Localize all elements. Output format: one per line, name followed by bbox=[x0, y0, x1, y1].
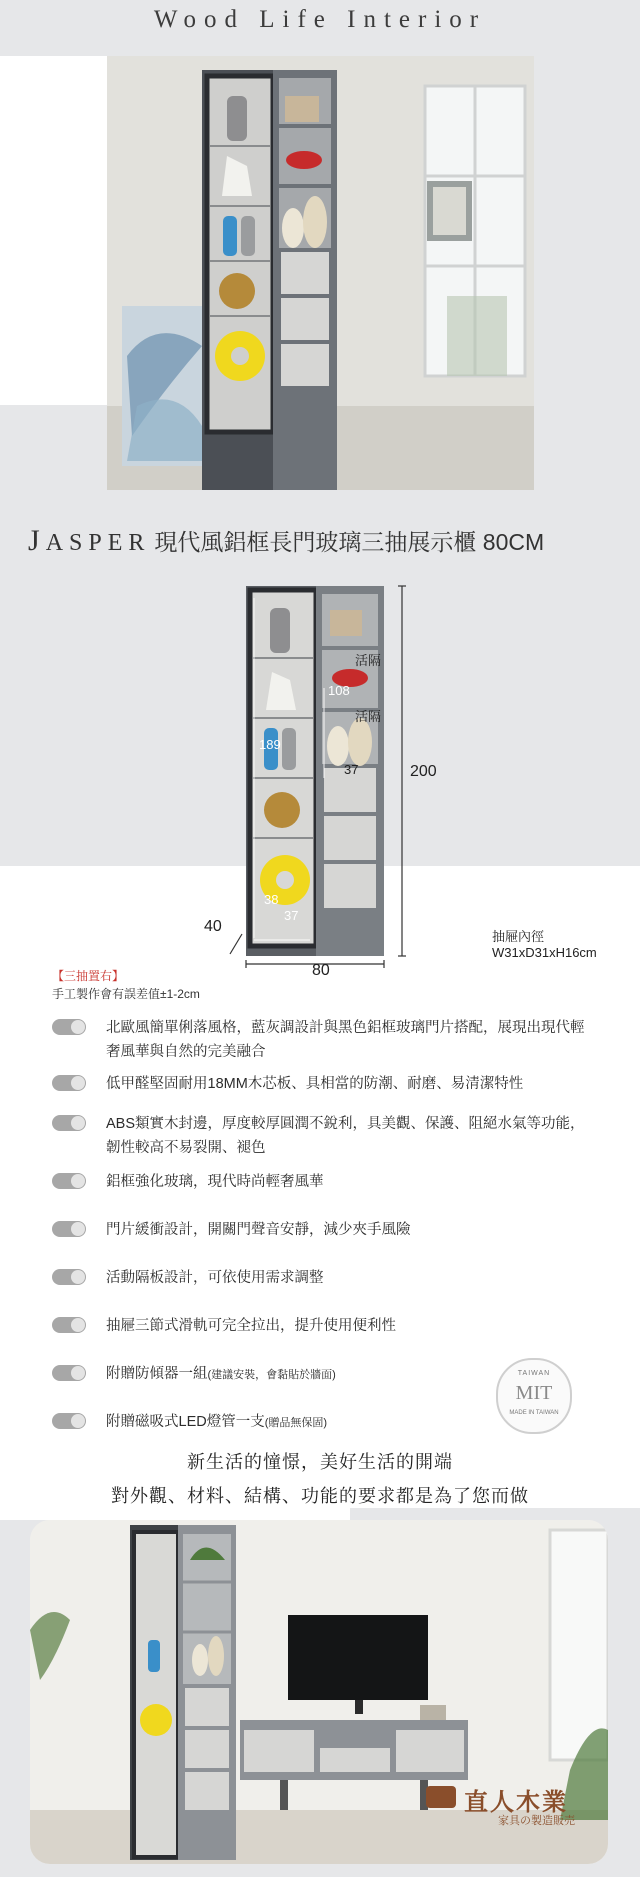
feature-text: 活動隔板設計，可依使用需求調整 bbox=[106, 1270, 324, 1286]
toggle-icon bbox=[52, 1269, 86, 1285]
grey-panel-left bbox=[0, 405, 107, 490]
title-prefix: J bbox=[28, 524, 46, 557]
feature-main: 附贈磁吸式LED燈管一支 bbox=[106, 1414, 265, 1430]
mit-badge-bottom: MADE IN TAIWAN bbox=[509, 1410, 559, 1416]
feature-text: 門片緩衝設計，開關門聲音安靜，減少夾手風險 bbox=[106, 1222, 411, 1238]
shelf-label-2: 活隔 bbox=[355, 709, 382, 724]
hero-illustration bbox=[107, 56, 534, 490]
toggle-icon bbox=[52, 1365, 86, 1381]
mit-badge bbox=[496, 1358, 572, 1434]
white-band bbox=[0, 1508, 350, 1520]
feature-main: 附贈防傾器一組 bbox=[106, 1366, 208, 1382]
dim-width: 80 bbox=[312, 962, 330, 979]
toggle-icon bbox=[52, 1019, 86, 1035]
inner-189: 189 bbox=[259, 737, 281, 752]
logo-tagline: 家具の製造販売 bbox=[498, 1815, 575, 1827]
dim-depth: 40 bbox=[204, 918, 222, 935]
inner-37b: 37 bbox=[284, 908, 299, 923]
hero-photo bbox=[107, 56, 534, 490]
toggle-icon bbox=[52, 1317, 86, 1333]
mit-badge-top: TAIWAN bbox=[517, 1370, 551, 1377]
mit-badge-center: MIT bbox=[515, 1382, 553, 1404]
toggle-icon bbox=[52, 1115, 86, 1131]
inner-38: 38 bbox=[264, 892, 279, 907]
feature-text: 北歐風簡單俐落風格，藍灰調設計與黑色鋁框玻璃門片搭配，展現出現代輕奢風華與自然的完美融合 bbox=[106, 1020, 585, 1060]
dimension-drawing bbox=[190, 578, 430, 973]
title-prefix-rest: ASPER bbox=[45, 530, 151, 556]
feature-small: (贈品無保固) bbox=[264, 1417, 328, 1429]
company-logo bbox=[424, 1782, 604, 1830]
inner-108: 108 bbox=[328, 683, 350, 698]
slogan-line-1: 新生活的憧憬，美好生活的開端 bbox=[187, 1452, 453, 1472]
inner-37a: 37 bbox=[344, 762, 359, 777]
toggle-icon bbox=[52, 1075, 86, 1091]
logo-mark-icon bbox=[426, 1786, 456, 1808]
feature-text: 低甲醛堅固耐用18MM木芯板、具相當的防潮、耐磨、易清潔特性 bbox=[106, 1076, 524, 1092]
feature-text: ABS類實木封邊，厚度較厚圓潤不銳利，具美觀、保護、阻絕水氣等功能，韌性較高不易裂開、褪色 bbox=[106, 1116, 585, 1156]
drawer-size: W31xD31xH16cm bbox=[492, 945, 597, 960]
shelf-label-1: 活隔 bbox=[355, 653, 382, 668]
note-text: 手工製作會有誤差值±1-2cm bbox=[52, 987, 200, 1001]
drawer-title: 抽屜內徑 bbox=[492, 929, 545, 944]
logo-name: 直人木業 bbox=[464, 1790, 568, 1816]
toggle-icon bbox=[52, 1413, 86, 1429]
slogan-line-2: 對外觀、材料、結構、功能的要求都是為了您而做 bbox=[111, 1486, 529, 1506]
toggle-icon bbox=[52, 1221, 86, 1237]
dim-height: 200 bbox=[410, 763, 437, 780]
feature-text: 抽屜三節式滑軌可完全拉出，提升使用便利性 bbox=[106, 1318, 396, 1334]
note-tag: 【三抽置右】 bbox=[52, 969, 125, 983]
brand-title: Wood Life Interior bbox=[153, 6, 487, 33]
title-name: 現代風鋁框長門玻璃三抽展示櫃 80CM bbox=[154, 529, 545, 555]
toggle-icon bbox=[52, 1173, 86, 1189]
product-title bbox=[28, 524, 628, 558]
cabinet-drawing bbox=[190, 578, 430, 973]
feature-small: (建議安裝，會黏貼於牆面) bbox=[207, 1369, 336, 1381]
feature-text: 鋁框強化玻璃，現代時尚輕奢風華 bbox=[106, 1174, 324, 1190]
